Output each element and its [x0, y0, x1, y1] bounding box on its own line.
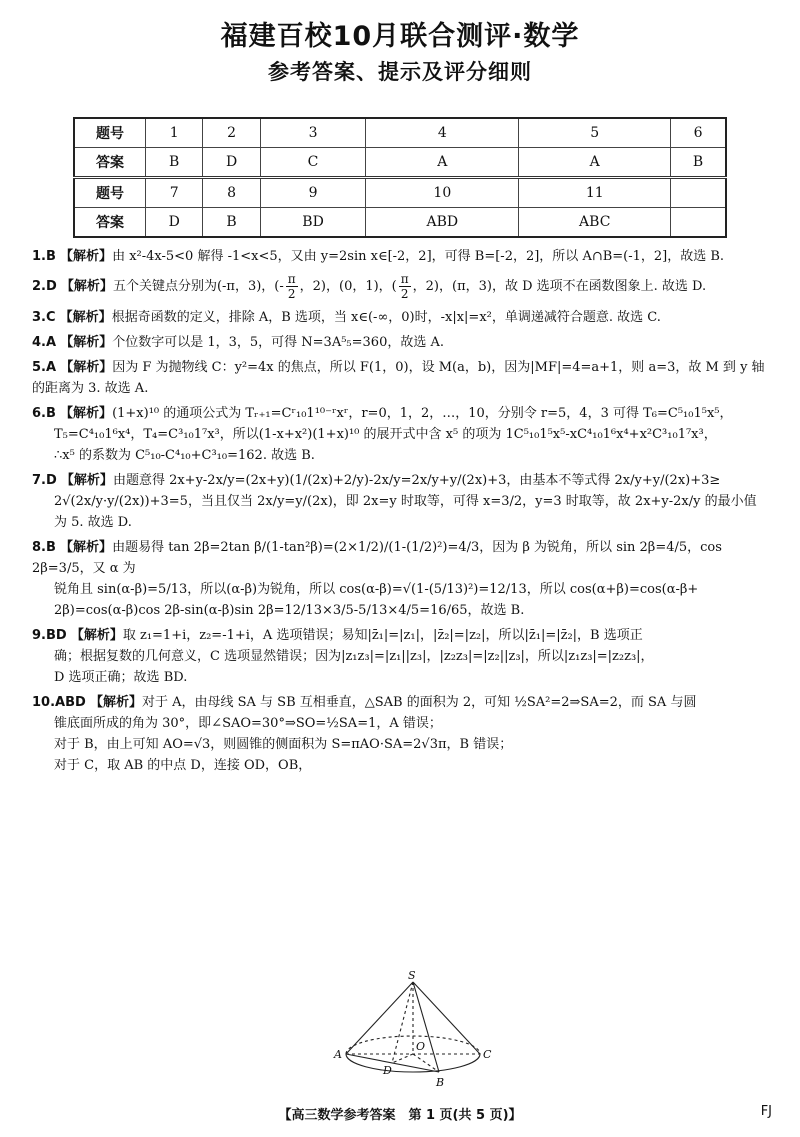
solution-5 [32, 357, 772, 399]
table-cell: 2 [203, 118, 260, 148]
page-title: 福建百校10月联合测评·数学 [220, 21, 580, 52]
analysis-tag: 【解析】 [60, 360, 113, 375]
analysis-tag: 【解析】 [70, 628, 123, 643]
footer-code: FJ [760, 1104, 772, 1119]
table-cell: 1 [146, 118, 203, 148]
solution-9 [32, 625, 772, 688]
solution-7 [32, 470, 772, 533]
solution-text: T₅=C⁴₁₀1⁶x⁴，T₄=C³₁₀1⁷x³，所以(1-x+x²)(1+x)¹⁰ 的展开式中含 x⁵ 的项为 1C⁵₁₀1⁵x⁵-xC⁴₁₀1⁶x⁴+x²C³₁₀1⁷x³， [54, 427, 717, 442]
solution-number: 10.ABD [32, 695, 86, 710]
solution-number: 5.A [32, 360, 57, 375]
solution-4 [32, 332, 772, 353]
table-cell: 3 [260, 118, 366, 148]
table-cell: A [519, 148, 671, 178]
label-d: D [383, 1064, 392, 1077]
solution-number: 6.B [32, 406, 56, 421]
table-cell: A [366, 148, 519, 178]
solution-number: 3.C [32, 310, 56, 325]
analysis-tag: 【解析】 [60, 249, 113, 264]
table-cell: D [146, 208, 203, 238]
label-b: B [436, 1076, 445, 1089]
solution-number: 8.B [32, 540, 56, 555]
solution-text: 为 5. 故选 D. [54, 515, 132, 530]
fraction: $\frac{\pi}{2}$ [400, 272, 409, 301]
solution-3 [32, 307, 772, 328]
table-cell: C [260, 148, 366, 178]
table-cell: ABC [519, 208, 671, 238]
label-o: O [416, 1040, 426, 1053]
solution-text: ∴x⁵ 的系数为 C⁵₁₀-C⁴₁₀+C³₁₀=162. 故选 B. [54, 448, 315, 463]
solution-text: 2√(2x/y·y/(2x))+3=5，当且仅当 2x/y=y/(2x)，即 2x=y 时取等，可得 x=3/2，y=3 时取等，故 2x+y-2x/y 的最小值 [54, 494, 757, 509]
table-cell: ABD [366, 208, 519, 238]
analysis-tag: 【解析】 [60, 473, 113, 488]
analysis-tag: 【解析】 [60, 279, 113, 294]
solution-number: 9.BD [32, 628, 67, 643]
table-row [74, 118, 726, 148]
table-cell: 6 [671, 118, 726, 148]
answer-table [73, 117, 727, 238]
analysis-tag: 【解析】 [59, 310, 112, 325]
solution-number: 1.B [32, 249, 56, 264]
solutions [32, 246, 772, 780]
solution-text: 对于 B，由上可知 AO=√3，则圆锥的侧面积为 S=πAO·SA=2√3π，B 错误； [54, 737, 513, 752]
solution-text: (1+x)¹⁰ 的通项公式为 Tᵣ₊₁=Cʳ₁₀1¹⁰⁻ʳxʳ，r=0，1，2，…，10，分别令 r=5，4，3 可得 T₆=C⁵₁₀1⁵x⁵， [112, 406, 733, 421]
analysis-tag: 【解析】 [89, 695, 142, 710]
solution-number: 7.D [32, 473, 57, 488]
analysis-tag: 【解析】 [60, 406, 113, 421]
solution-6 [32, 403, 772, 466]
solution-text: 锐角且 sin(α-β)=5/13，所以(α-β)为锐角，所以 cos(α-β)=√(1-(5/13)²)=12/13，所以 cos(α+β)=cos(α-β+ [54, 582, 699, 597]
solution-text: 确；根据复数的几何意义，C 选项显然错误；因为|z₁z₃|=|z₁||z₃|，|z₂z₃|=|z₂||z₃|，所以|z₁z₃|=|z₂z₃|， [54, 649, 654, 664]
solution-text: 由题意得 2x+y-2x/y=(2x+y)(1/(2x)+2/y)-2x/y=2x/y+y/(2x)+3，由基本不等式得 2x/y+y/(2x)+3≥ [112, 473, 721, 488]
table-cell [671, 178, 726, 208]
solution-number: 2.D [32, 279, 57, 294]
solution-text: 五个关键点分别为(-π，3)，(- [112, 279, 284, 294]
table-cell: 4 [366, 118, 519, 148]
cone-figure [332, 970, 494, 1094]
solution-text: ，2)，(π，3)，故 D 选项不在函数图象上. 故选 D. [412, 279, 707, 294]
fraction: $\frac{\pi}{2}$ [287, 272, 296, 301]
table-cell: 9 [260, 178, 366, 208]
label-c: C [483, 1048, 492, 1061]
table-cell: B [146, 148, 203, 178]
table-header-cell: 题号 [74, 118, 146, 148]
solution-10 [32, 692, 772, 776]
table-row [74, 208, 726, 238]
solution-text: 因为 F 为抛物线 C：y²=4x 的焦点，所以 F(1，0)，设 M(a，b)，因为|MF|=4=a+1，则 a=3，故 M 到 y 轴的距离为 3. 故选 A. [32, 360, 765, 396]
table-row [74, 148, 726, 178]
table-cell: BD [260, 208, 366, 238]
solution-1 [32, 246, 772, 267]
table-cell: B [671, 148, 726, 178]
solution-2 [32, 271, 772, 303]
solution-text: 锥底面所成的角为 30°，即∠SAO=30°⇒SO=½SA=1，A 错误； [54, 716, 442, 731]
solution-text: 对于 C，取 AB 的中点 D，连接 OD，OB， [54, 758, 312, 773]
table-header-cell: 答案 [74, 148, 146, 178]
page-footer: 【高三数学参考答案 第 1 页(共 5 页)】 [278, 1108, 522, 1123]
page-subtitle: 参考答案、提示及评分细则 [268, 60, 532, 84]
solution-text: ，2)，(0，1)，( [299, 279, 397, 294]
table-cell: 11 [519, 178, 671, 208]
table-cell: B [203, 208, 260, 238]
solution-text: 由 x²-4x-5<0 解得 -1<x<5，又由 y=2sin x∈[-2，2]，可得 B=[-2，2]，所以 A∩B=(-1，2]，故选 B. [112, 249, 725, 264]
table-cell: 10 [366, 178, 519, 208]
solution-8 [32, 537, 772, 621]
analysis-tag: 【解析】 [60, 335, 113, 350]
solution-text: 对于 A，由母线 SA 与 SB 互相垂直，△SAB 的面积为 2，可知 ½SA²=2⇒SA=2，而 SA 与圆 [141, 695, 697, 710]
table-cell: D [203, 148, 260, 178]
analysis-tag: 【解析】 [60, 540, 113, 555]
solution-text: 根据奇函数的定义，排除 A，B 选项，当 x∈(-∞，0)时，-x|x|=x²，单调递减符合题意. 故选 C. [111, 310, 661, 325]
table-header-cell: 题号 [74, 178, 146, 208]
table-header-cell: 答案 [74, 208, 146, 238]
label-a: A [334, 1048, 342, 1061]
table-cell: 7 [146, 178, 203, 208]
solution-text: D 选项正确；故选 BD. [54, 670, 188, 685]
table-cell: 5 [519, 118, 671, 148]
solution-text: 个位数字可以是 1，3，5，可得 N=3A⁵₅=360，故选 A. [112, 335, 444, 350]
table-cell [671, 208, 726, 238]
label-s: S [408, 970, 416, 982]
table-cell: 8 [203, 178, 260, 208]
solution-text: 取 z₁=1+i，z₂=-1+i，A 选项错误；易知|z̄₁|=|z₁|，|z̄₂|=|z₂|，所以|z̄₁|=|z̄₂|，B 选项正 [122, 628, 643, 643]
solution-text: 由题易得 tan 2β=2tan β/(1-tan²β)=(2×1/2)/(1-(1/2)²)=4/3，因为 β 为锐角，所以 sin 2β=4/5，cos 2β=3/5，又 α 为 [32, 540, 722, 576]
solution-number: 4.A [32, 335, 57, 350]
table-row [74, 178, 726, 208]
solution-text: 2β)=cos(α-β)cos 2β-sin(α-β)sin 2β=12/13×3/5-5/13×4/5=16/65，故选 B. [54, 603, 525, 618]
